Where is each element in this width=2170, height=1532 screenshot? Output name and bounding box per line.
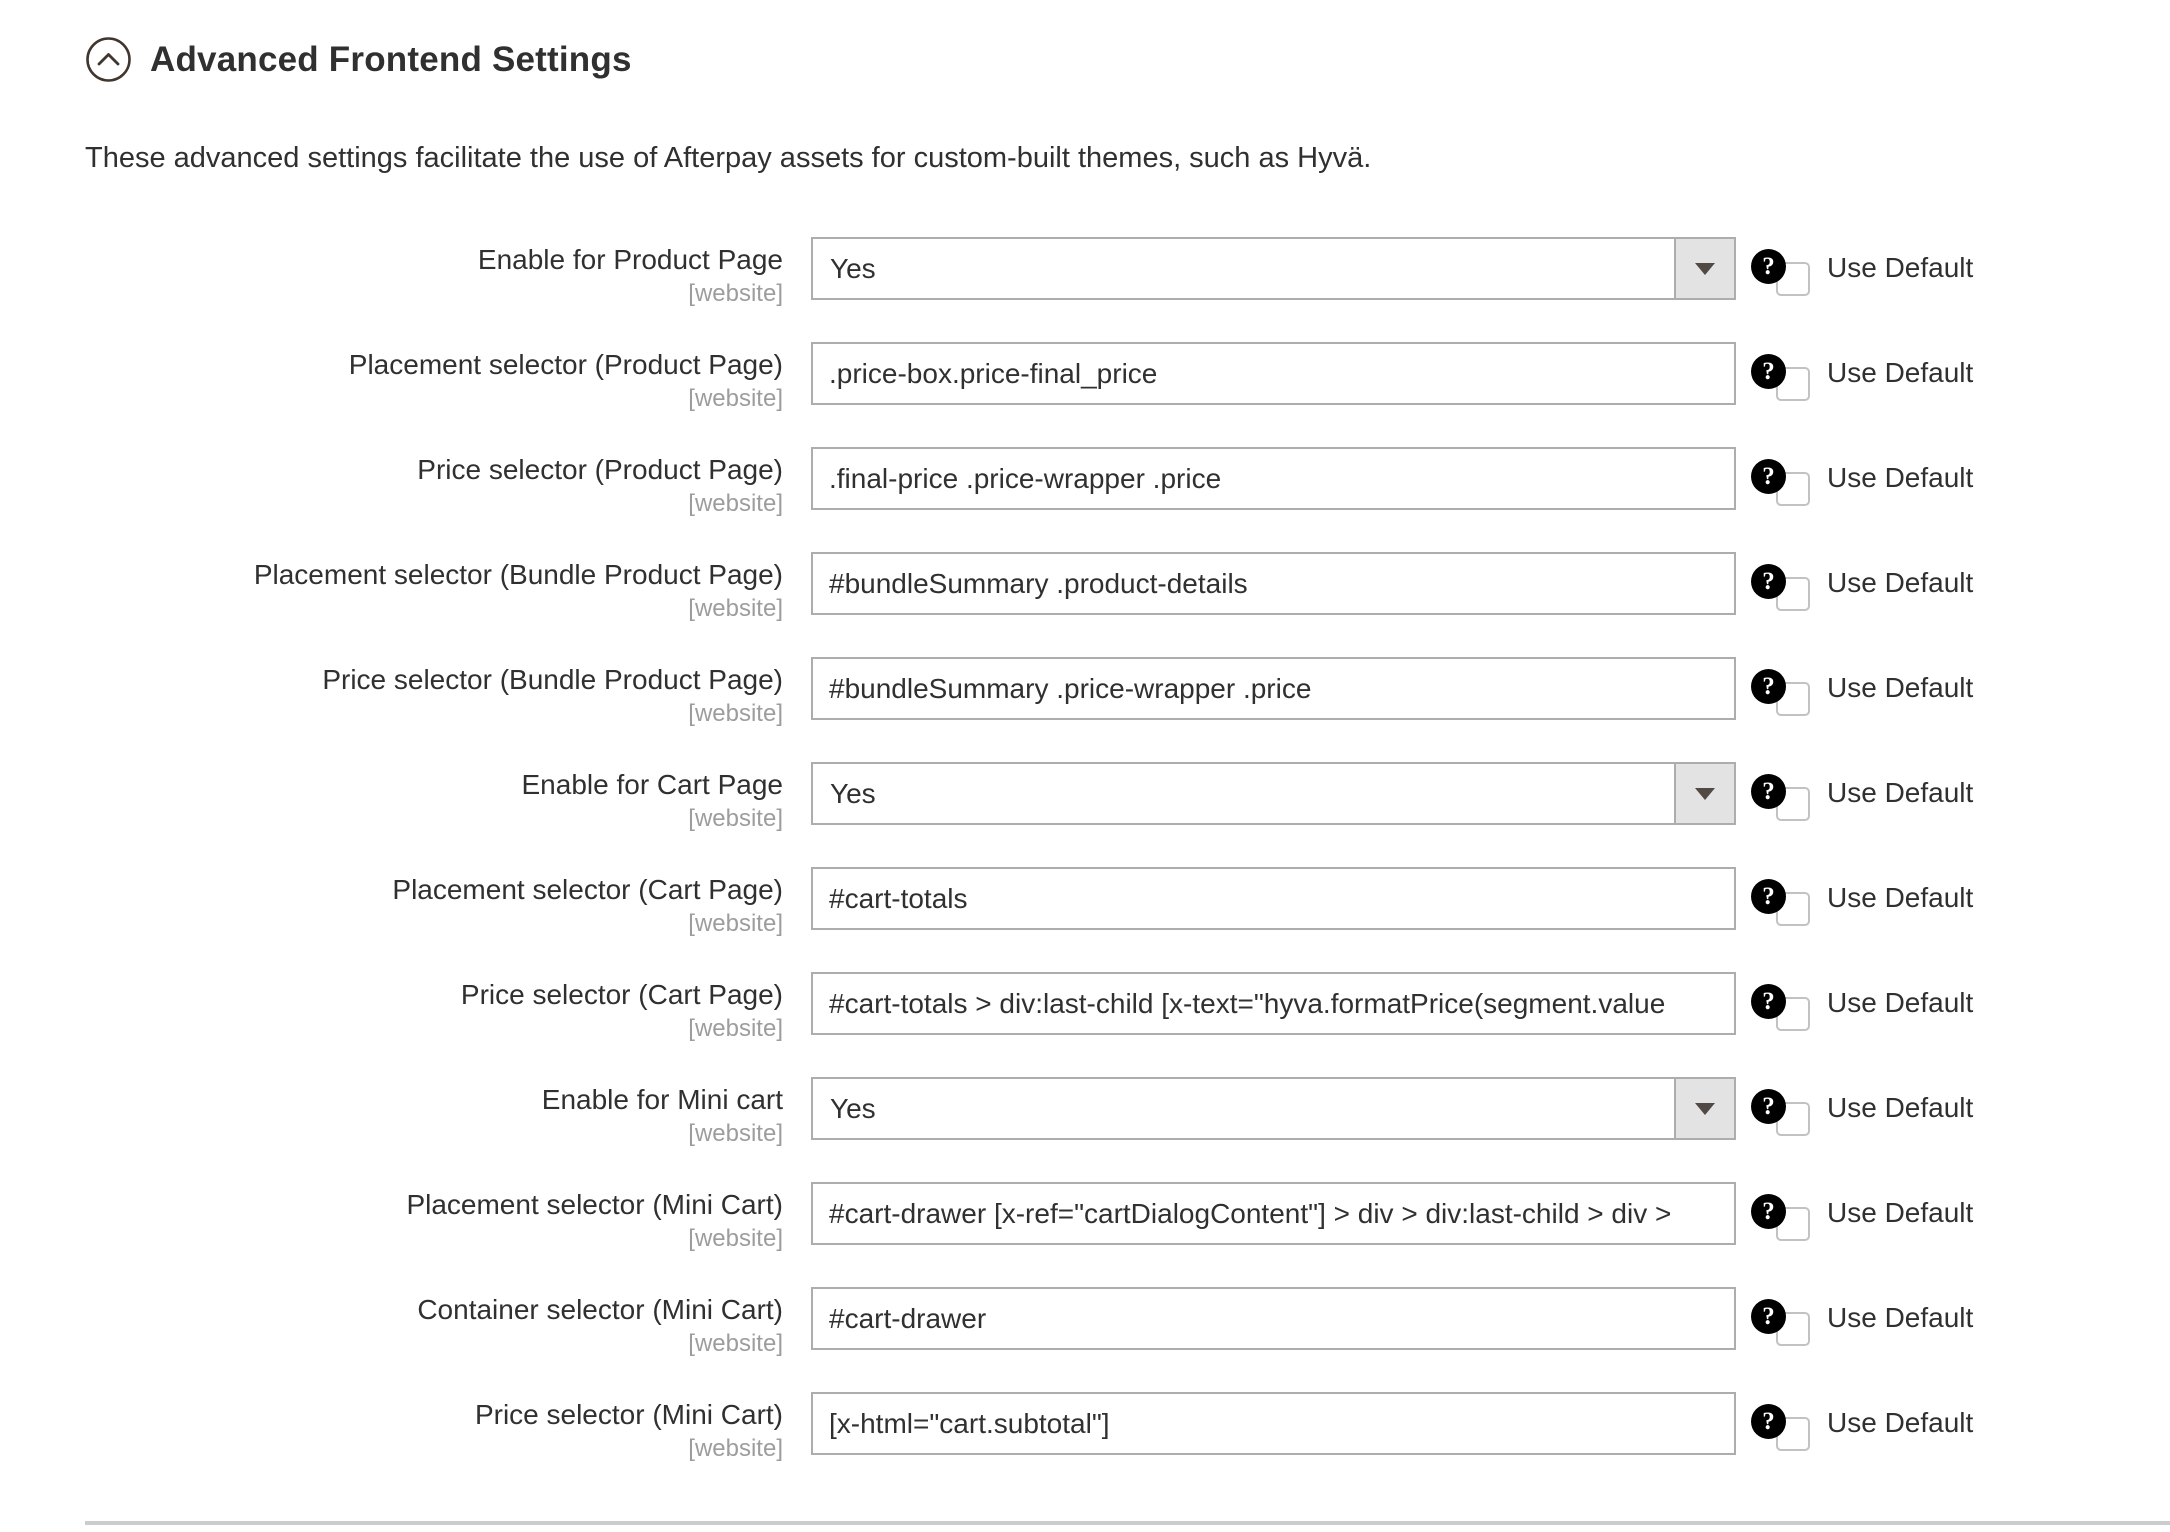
field-after-block <box>1751 1287 2170 1392</box>
field-label: Price selector (Cart Page) <box>460 979 783 1010</box>
field-control <box>811 552 1736 615</box>
use-default-label[interactable]: Use Default <box>1827 1197 1974 1228</box>
section-divider <box>85 1521 2170 1525</box>
question-mark-glyph: ? <box>1762 357 1775 385</box>
field-input[interactable] <box>811 867 1736 930</box>
field-select[interactable] <box>811 237 1736 300</box>
question-mark-glyph: ? <box>1762 567 1775 595</box>
chevron-down-icon <box>1695 1103 1715 1115</box>
field-row <box>85 1392 2170 1497</box>
chevron-up-icon[interactable] <box>85 36 132 83</box>
field-select[interactable] <box>811 762 1736 825</box>
dropdown-button[interactable] <box>1674 239 1734 298</box>
use-default-label[interactable]: Use Default <box>1827 882 1974 913</box>
field-input[interactable] <box>811 1182 1736 1245</box>
field-label: Enable for Cart Page <box>521 769 783 800</box>
field-label: Enable for Mini cart <box>541 1084 783 1115</box>
field-row <box>85 762 2170 867</box>
use-default-label[interactable]: Use Default <box>1827 1302 1974 1333</box>
scope-note: [website] <box>688 1330 783 1357</box>
field-input[interactable] <box>811 342 1736 405</box>
field-after-block <box>1751 1392 2170 1497</box>
use-default-label[interactable]: Use Default <box>1827 987 1974 1018</box>
field-label-block <box>85 243 783 309</box>
field-input[interactable] <box>811 1392 1736 1455</box>
question-mark-glyph: ? <box>1762 1302 1775 1330</box>
scope-note: [website] <box>688 595 783 622</box>
dropdown-button[interactable] <box>1674 1079 1734 1138</box>
chevron-down-icon <box>1695 788 1715 800</box>
question-mark-glyph: ? <box>1762 672 1775 700</box>
field-label-block <box>85 1083 783 1149</box>
field-control <box>811 237 1736 300</box>
use-default-label[interactable]: Use Default <box>1827 1092 1974 1123</box>
scope-note: [website] <box>688 490 783 517</box>
field-label: Container selector (Mini Cart) <box>417 1294 783 1325</box>
question-mark-glyph: ? <box>1762 1407 1775 1435</box>
field-row <box>85 447 2170 552</box>
field-input[interactable] <box>811 447 1736 510</box>
help-icon[interactable] <box>1751 354 1786 389</box>
field-control <box>811 657 1736 720</box>
field-label-block <box>85 348 783 414</box>
field-label: Placement selector (Bundle Product Page) <box>253 559 783 590</box>
field-control <box>811 972 1736 1035</box>
help-icon[interactable] <box>1751 1299 1786 1334</box>
scope-note: [website] <box>688 280 783 307</box>
question-mark-glyph: ? <box>1762 1092 1775 1120</box>
field-label: Price selector (Mini Cart) <box>474 1399 783 1430</box>
field-after-block <box>1751 867 2170 972</box>
question-mark-glyph: ? <box>1762 882 1775 910</box>
help-icon[interactable] <box>1751 984 1786 1019</box>
help-icon[interactable] <box>1751 564 1786 599</box>
field-row <box>85 867 2170 972</box>
question-mark-glyph: ? <box>1762 987 1775 1015</box>
field-row <box>85 237 2170 342</box>
field-input[interactable] <box>811 1287 1736 1350</box>
help-icon[interactable] <box>1751 669 1786 704</box>
field-label: Price selector (Bundle Product Page) <box>322 664 783 695</box>
scope-note: [website] <box>688 700 783 727</box>
section-title: Advanced Frontend Settings <box>150 39 632 79</box>
field-row <box>85 1077 2170 1182</box>
scope-note: [website] <box>688 1015 783 1042</box>
field-control <box>811 1077 1736 1140</box>
field-row <box>85 972 2170 1077</box>
field-after-block <box>1751 972 2170 1077</box>
scope-note: [website] <box>688 1225 783 1252</box>
help-icon[interactable] <box>1751 459 1786 494</box>
field-control <box>811 1392 1736 1455</box>
select-value: Yes <box>830 252 876 284</box>
scope-note: [website] <box>688 385 783 412</box>
field-after-block <box>1751 447 2170 552</box>
field-after-block <box>1751 237 2170 342</box>
field-input[interactable] <box>811 552 1736 615</box>
field-control <box>811 762 1736 825</box>
scope-note: [website] <box>688 1120 783 1147</box>
select-value: Yes <box>830 1092 876 1124</box>
field-label: Placement selector (Mini Cart) <box>406 1189 783 1220</box>
scope-note: [website] <box>688 1435 783 1462</box>
field-row <box>85 1182 2170 1287</box>
use-default-label[interactable]: Use Default <box>1827 1407 1974 1438</box>
field-control <box>811 342 1736 405</box>
field-label: Price selector (Product Page) <box>417 454 783 485</box>
field-row <box>85 1287 2170 1392</box>
use-default-label[interactable]: Use Default <box>1827 672 1974 703</box>
field-label: Enable for Product Page <box>477 244 783 275</box>
field-control <box>811 447 1736 510</box>
question-mark-glyph: ? <box>1762 252 1775 280</box>
field-after-block <box>1751 1077 2170 1182</box>
field-label-block <box>85 1188 783 1254</box>
field-label-block <box>85 453 783 519</box>
field-label: Placement selector (Cart Page) <box>392 874 783 905</box>
field-after-block <box>1751 552 2170 657</box>
field-label-block <box>85 1398 783 1464</box>
field-input[interactable] <box>811 972 1736 1035</box>
fields-container <box>85 237 2170 1497</box>
question-mark-glyph: ? <box>1762 1197 1775 1225</box>
field-control <box>811 1287 1736 1350</box>
field-after-block <box>1751 657 2170 762</box>
help-icon[interactable] <box>1751 1089 1786 1124</box>
field-input[interactable] <box>811 657 1736 720</box>
field-label-block <box>85 663 783 729</box>
dropdown-button[interactable] <box>1674 764 1734 823</box>
field-after-block <box>1751 1182 2170 1287</box>
section-header[interactable] <box>85 36 632 83</box>
field-label-block <box>85 873 783 939</box>
field-label-block <box>85 978 783 1044</box>
field-control <box>811 1182 1736 1245</box>
use-default-label[interactable]: Use Default <box>1827 462 1974 493</box>
field-select[interactable] <box>811 1077 1736 1140</box>
field-label-block <box>85 768 783 834</box>
field-label-block <box>85 558 783 624</box>
use-default-label[interactable]: Use Default <box>1827 567 1974 598</box>
field-row <box>85 552 2170 657</box>
help-icon[interactable] <box>1751 879 1786 914</box>
field-after-block <box>1751 342 2170 447</box>
use-default-label[interactable]: Use Default <box>1827 252 1974 283</box>
section-description: These advanced settings facilitate the use of Afterpay assets for custom-built themes, such as Hyvä. <box>85 142 1372 174</box>
use-default-label[interactable]: Use Default <box>1827 777 1974 808</box>
help-icon[interactable] <box>1751 1404 1786 1439</box>
help-icon[interactable] <box>1751 249 1786 284</box>
scope-note: [website] <box>688 910 783 937</box>
field-after-block <box>1751 762 2170 867</box>
help-icon[interactable] <box>1751 1194 1786 1229</box>
help-icon[interactable] <box>1751 774 1786 809</box>
scope-note: [website] <box>688 805 783 832</box>
question-mark-glyph: ? <box>1762 777 1775 805</box>
field-control <box>811 867 1736 930</box>
select-value: Yes <box>830 777 876 809</box>
field-row <box>85 657 2170 762</box>
chevron-down-icon <box>1695 263 1715 275</box>
use-default-label[interactable]: Use Default <box>1827 357 1974 388</box>
field-row <box>85 342 2170 447</box>
field-label: Placement selector (Product Page) <box>348 349 783 380</box>
field-label-block <box>85 1293 783 1359</box>
question-mark-glyph: ? <box>1762 462 1775 490</box>
